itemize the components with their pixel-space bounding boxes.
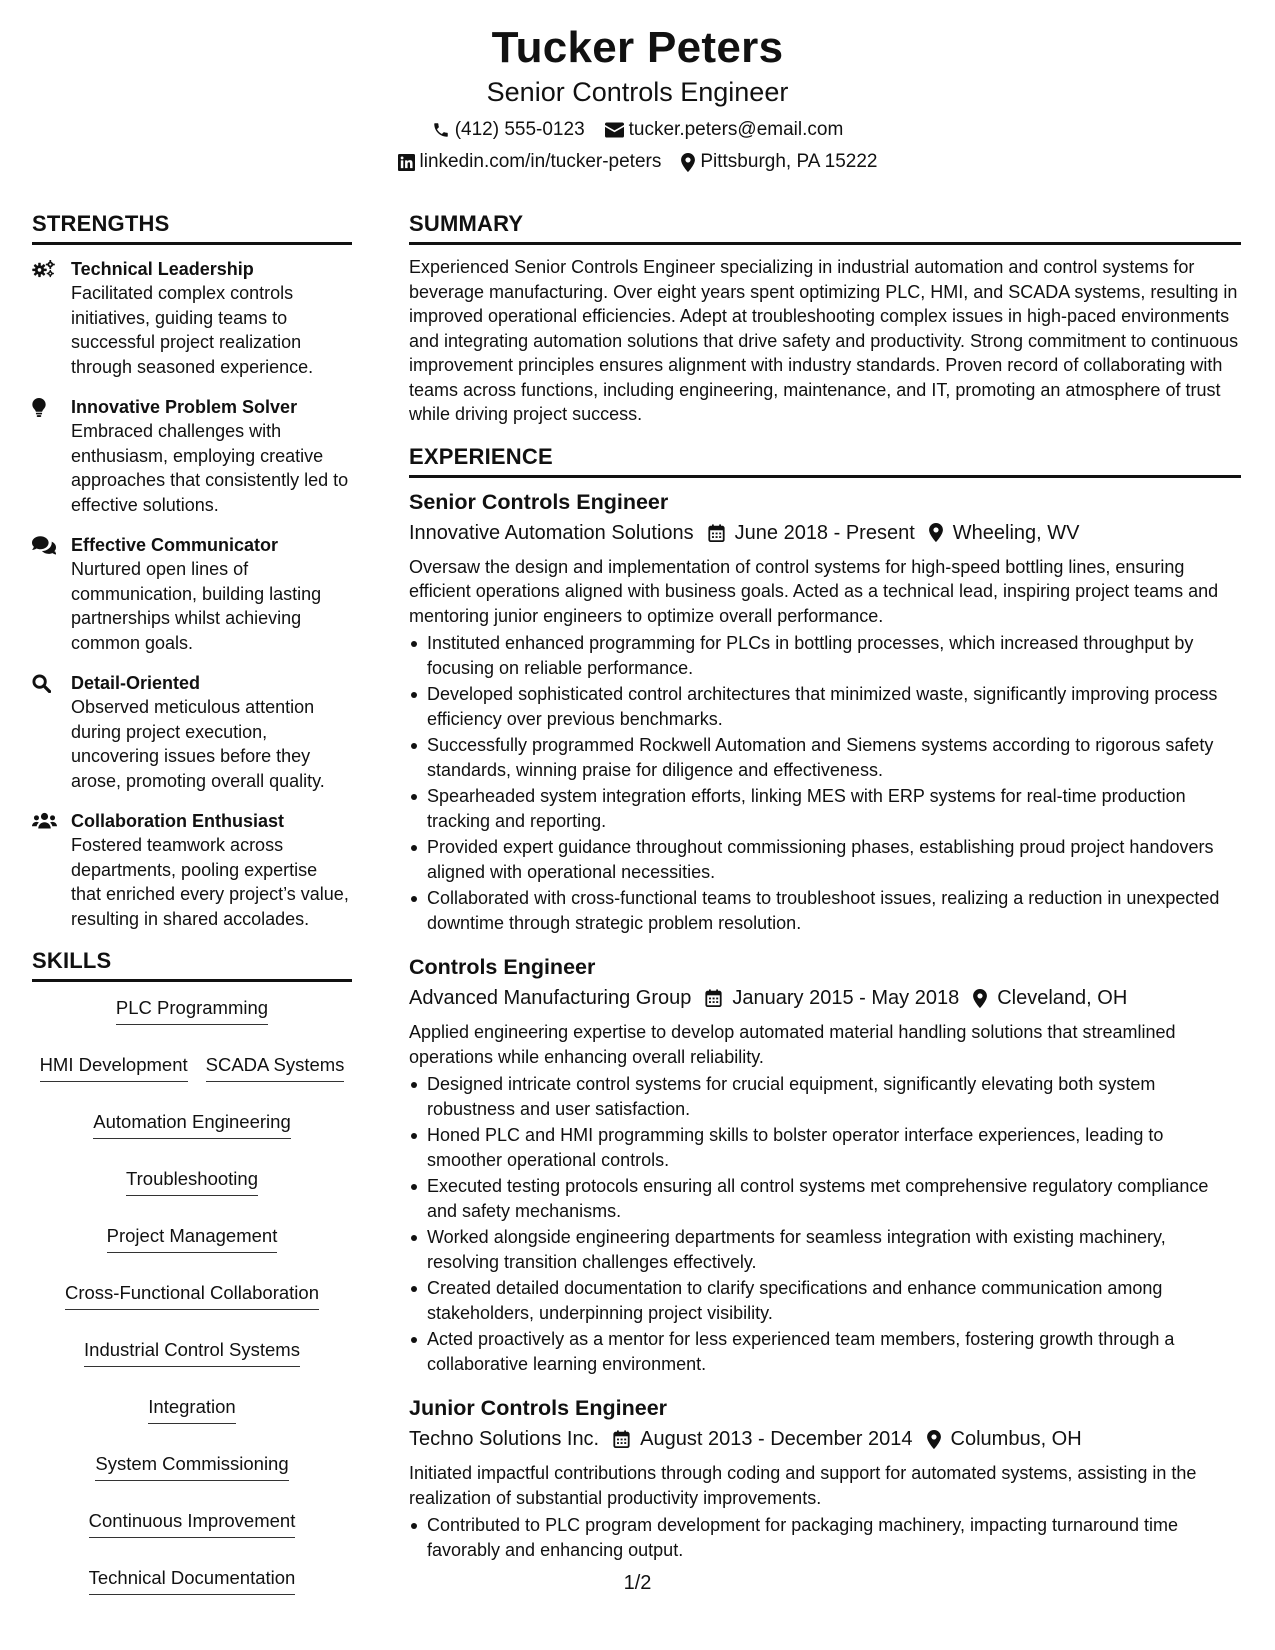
skill-tag: Technical Documentation	[89, 1566, 296, 1595]
company-name: Innovative Automation Solutions	[409, 521, 694, 544]
job-entry	[409, 488, 1241, 936]
job-bullet: Worked alongside engineering departments for seamless integration with existing machinery, resolving transition challenges effectively.	[409, 1225, 1241, 1274]
envelope-icon	[605, 122, 624, 138]
job-location: Cleveland, OH	[997, 987, 1128, 1009]
skill-tag: Industrial Control Systems	[84, 1338, 300, 1367]
job-bullets	[409, 631, 1241, 935]
company-name: Advanced Manufacturing Group	[409, 987, 692, 1009]
lightbulb-icon	[32, 395, 71, 517]
skills-list	[32, 996, 352, 1595]
strength-desc: Facilitated complex controls initiatives, guiding teams to successful project realization through seasoned experience.	[71, 283, 314, 377]
job-location: Wheeling, WV	[952, 521, 1080, 544]
page-number: 1/2	[623, 1572, 652, 1594]
strength-title: Innovative Problem Solver	[71, 397, 298, 417]
job-description: Initiated impactful contributions through coding and support for automated systems, assisting in the realization of substantial productivity improvements.	[409, 1463, 1197, 1508]
job-dates: June 2018 - Present	[734, 521, 915, 544]
candidate-name: Tucker Peters	[491, 23, 784, 72]
location-text: Pittsburgh, PA 15222	[700, 151, 878, 172]
job-dates: August 2013 - December 2014	[640, 1428, 913, 1450]
strength-title: Technical Leadership	[71, 259, 254, 279]
job-entry	[409, 1394, 1241, 1562]
job-entry	[409, 953, 1241, 1376]
left-column	[32, 210, 352, 1595]
job-bullet: Developed sophisticated control architectures that minimized waste, significantly improving process efficiency over previous benchmarks.	[409, 682, 1241, 731]
job-meta	[409, 519, 1241, 547]
calendar-icon	[613, 1430, 630, 1448]
job-bullet: Spearheaded system integration efforts, linking MES with ERP systems for real-time production tracking and reporting.	[409, 784, 1241, 833]
job-title: Controls Engineer	[409, 955, 596, 979]
contact-row-1	[0, 118, 1275, 142]
linkedin-contact	[398, 150, 662, 174]
strengths-heading: STRENGTHS	[32, 210, 352, 245]
location-contact	[681, 150, 877, 174]
map-pin-icon	[973, 989, 987, 1008]
summary-text: Experienced Senior Controls Engineer specializing in industrial automation and control systems for beverage manufacturing. Over eight years spent optimizing PLC, HMI, and SCADA systems, resulting in improved operational efficiencies. Adept at troubleshooting complex issues in high-paced environments and integrating automation solutions that drive safety and productivity. Strong commitment to continuous improvement principles ensures alignment with industry standards. Proven record of collaborating with teams across functions, including engineering, maintenance, and IT, promoting an atmosphere of trust while driving project success.	[409, 257, 1239, 424]
phone-contact	[432, 118, 585, 142]
job-bullets	[409, 1513, 1241, 1562]
job-location: Columbus, OH	[950, 1428, 1082, 1450]
linkedin-text[interactable]: linkedin.com/in/tucker-peters	[419, 151, 662, 172]
strength-item	[32, 395, 352, 517]
resume-header	[0, 22, 1275, 174]
strength-item	[32, 533, 352, 655]
strength-item	[32, 809, 352, 931]
skill-tag: SCADA Systems	[206, 1053, 345, 1082]
job-bullet: Successfully programmed Rockwell Automation and Siemens systems according to rigorous safety standards, winning praise for diligence and effectiveness.	[409, 733, 1241, 782]
strength-desc: Fostered teamwork across departments, pooling expertise that enriched every project’s value, resulting in shared accolades.	[71, 835, 349, 929]
search-icon	[32, 671, 71, 793]
summary-heading: SUMMARY	[409, 210, 1241, 245]
job-meta	[409, 1425, 1241, 1453]
strength-desc: Observed meticulous attention during project execution, uncovering issues before they arose, promoting overall quality.	[71, 697, 325, 791]
strength-title: Effective Communicator	[71, 535, 279, 555]
skill-tag: Continuous Improvement	[89, 1509, 296, 1538]
skill-tag: Project Management	[107, 1224, 278, 1253]
strength-desc: Nurtured open lines of communication, building lasting partnerships whilst achieving common goals.	[71, 559, 322, 653]
job-description: Applied engineering expertise to develop automated material handling solutions that streamlined operations while enhancing overall reliability.	[409, 1022, 1176, 1067]
email-contact	[605, 118, 844, 142]
strength-desc: Embraced challenges with enthusiasm, employing creative approaches that consistently led to effective solutions.	[71, 421, 349, 515]
skill-tag: PLC Programming	[116, 996, 268, 1025]
map-pin-icon	[929, 523, 943, 542]
skill-tag: System Commissioning	[95, 1452, 288, 1481]
strength-title: Collaboration Enthusiast	[71, 811, 285, 831]
job-bullet: Provided expert guidance throughout commissioning phases, establishing proud project handovers aligned with operational necessities.	[409, 835, 1241, 884]
phone-icon	[432, 121, 450, 139]
calendar-icon	[705, 989, 722, 1007]
email-text[interactable]: tucker.peters@email.com	[628, 119, 844, 140]
comments-icon	[32, 533, 71, 655]
experience-heading: EXPERIENCE	[409, 443, 1241, 478]
job-bullet: Acted proactively as a mentor for less experienced team members, fostering growth through a collaborative learning environment.	[409, 1327, 1241, 1376]
phone-text[interactable]: (412) 555-0123	[454, 119, 585, 140]
job-dates: January 2015 - May 2018	[732, 987, 960, 1009]
users-icon	[32, 809, 71, 931]
strength-title: Detail-Oriented	[71, 673, 201, 693]
skill-tag: HMI Development	[40, 1053, 188, 1082]
map-pin-icon	[927, 1430, 941, 1449]
skill-tag: Troubleshooting	[126, 1167, 258, 1196]
company-name: Techno Solutions Inc.	[409, 1428, 600, 1450]
skill-tag: Automation Engineering	[93, 1110, 290, 1139]
job-bullet: Collaborated with cross-functional teams to troubleshoot issues, realizing a reduction in unexpected downtime through strategic problem resolution.	[409, 886, 1241, 935]
job-bullet: Contributed to PLC program development for packaging machinery, impacting turnaround time favorably and enhancing output.	[409, 1513, 1241, 1562]
job-meta	[409, 984, 1241, 1012]
job-bullet: Instituted enhanced programming for PLCs in bottling processes, which increased throughput by focusing on reliable performance.	[409, 631, 1241, 680]
job-bullet: Designed intricate control systems for crucial equipment, significantly elevating both system robustness and user satisfaction.	[409, 1072, 1241, 1121]
job-bullet: Created detailed documentation to clarify specifications and enhance communication among stakeholders, underpinning project visibility.	[409, 1276, 1241, 1325]
job-title: Senior Controls Engineer	[409, 489, 669, 514]
linkedin-icon	[398, 154, 415, 171]
map-pin-icon	[681, 153, 695, 172]
candidate-title: Senior Controls Engineer	[486, 77, 789, 107]
job-title: Junior Controls Engineer	[409, 1396, 668, 1420]
calendar-icon	[708, 524, 725, 542]
strengths-list	[32, 257, 352, 931]
gears-icon	[32, 257, 71, 379]
job-description: Oversaw the design and implementation of control systems for high-speed bottling lines, ensuring efficient operations aligned with business goals. Acted as a technical lead, inspiring project teams and mentoring junior engineers to optimize overall performance.	[409, 556, 1219, 626]
skill-tag: Integration	[148, 1395, 235, 1424]
skill-tag: Cross-Functional Collaboration	[65, 1281, 319, 1310]
contact-row-2	[0, 150, 1275, 174]
skills-heading: SKILLS	[32, 947, 352, 982]
strength-item	[32, 671, 352, 793]
job-bullet: Honed PLC and HMI programming skills to bolster operator interface experiences, leading to smoother operational controls.	[409, 1123, 1241, 1172]
job-bullets	[409, 1072, 1241, 1376]
right-column	[409, 210, 1241, 1564]
job-bullet: Executed testing protocols ensuring all control systems met comprehensive regulatory compliance and safety mechanisms.	[409, 1174, 1241, 1223]
strength-item	[32, 257, 352, 379]
